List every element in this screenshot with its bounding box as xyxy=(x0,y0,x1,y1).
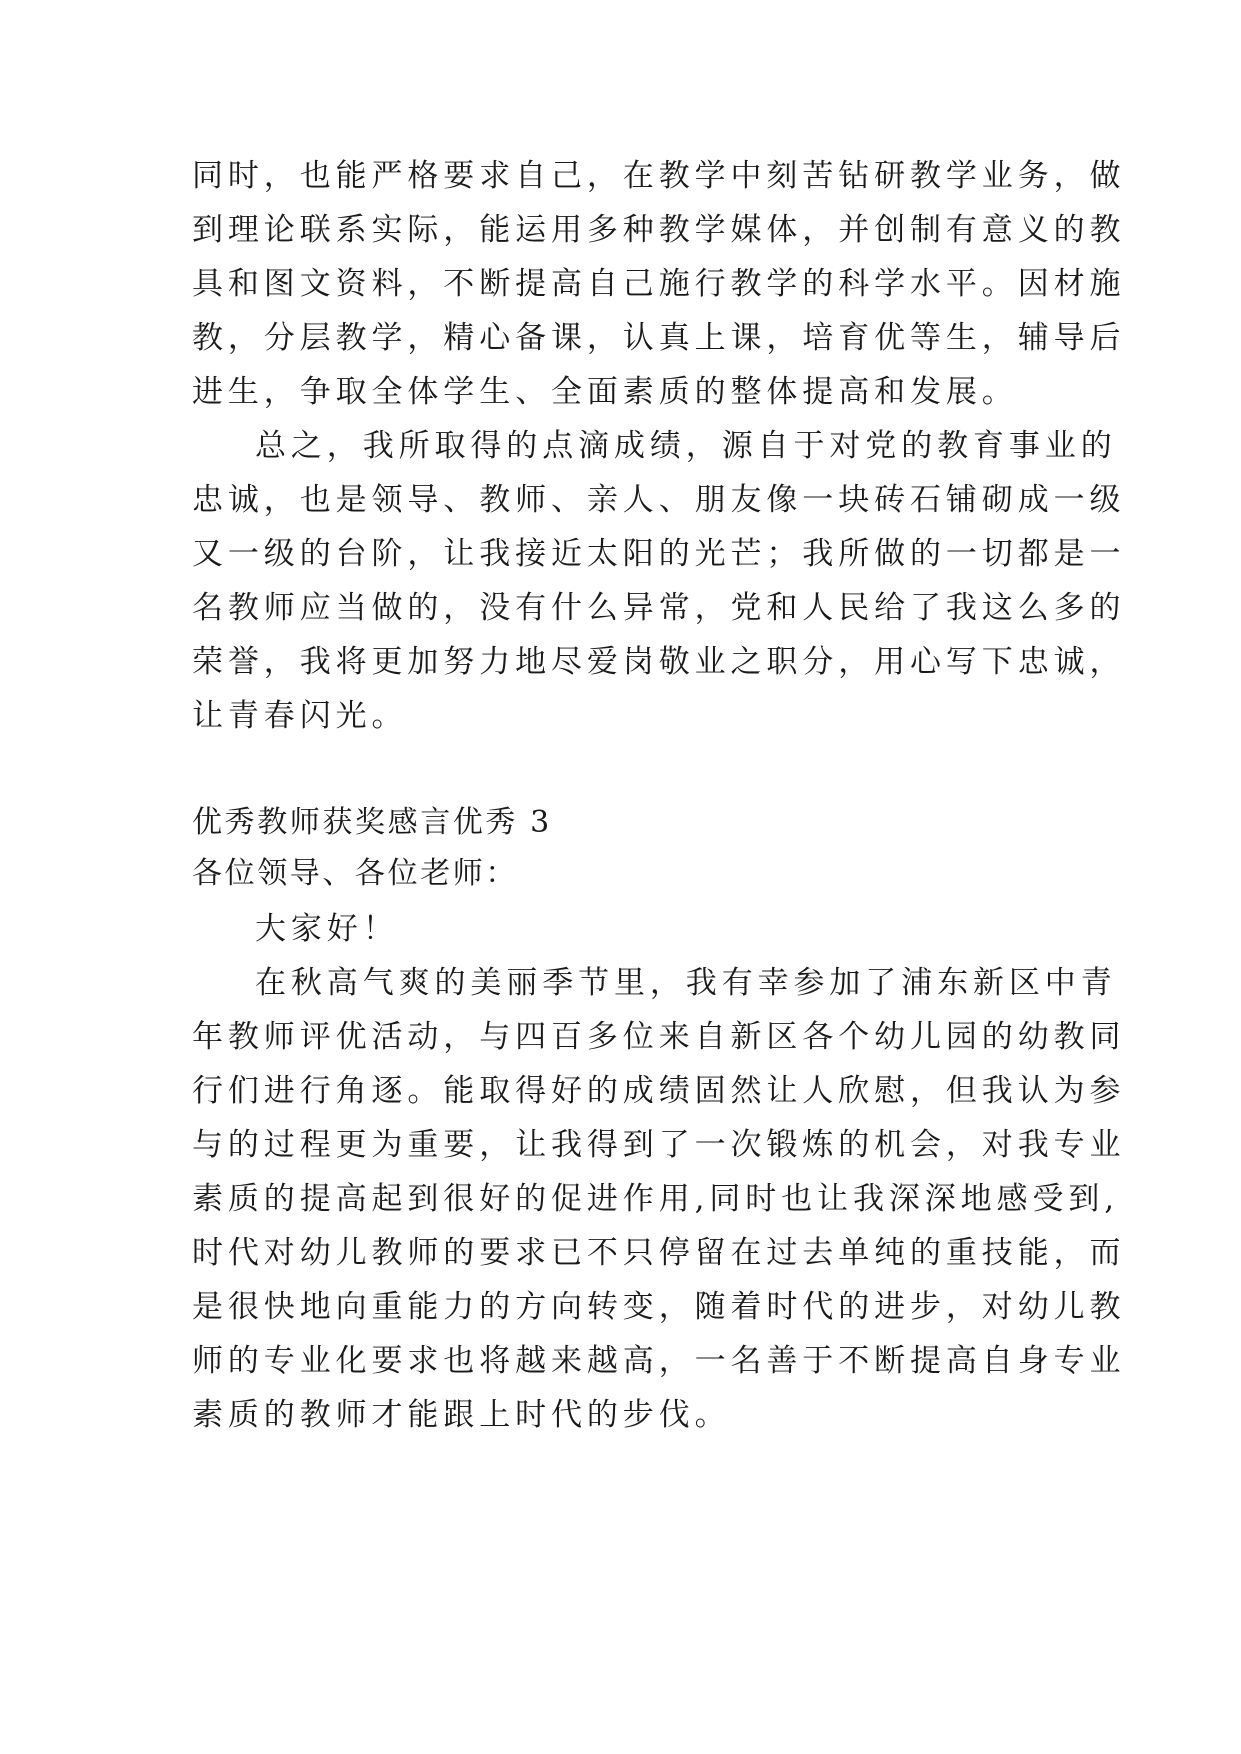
text-line: 总之，我所取得的点滴成绩，源自于对党的教育事业的 xyxy=(255,428,1117,464)
section-title: 优秀教师获奖感言优秀 3 xyxy=(192,805,552,840)
text-line: 又一级的台阶，让我接近太阳的光芒；我所做的一切都是一 xyxy=(192,536,1126,572)
text-line: 到理论联系实际，能运用多种教学媒体，并创制有意义的教 xyxy=(192,212,1126,248)
text-line: 年教师评优活动，与四百多位来自新区各个幼儿园的幼教同 xyxy=(192,1019,1126,1055)
text-line: 让青春闪光。 xyxy=(192,698,408,734)
text-line: 行们进行角逐。能取得好的成绩固然让人欣慰，但我认为参 xyxy=(192,1073,1126,1109)
text-line: 时代对幼儿教师的要求已不只停留在过去单纯的重技能，而 xyxy=(192,1235,1126,1271)
text-line: 忠诚，也是领导、教师、亲人、朋友像一块砖石铺砌成一级 xyxy=(192,482,1126,518)
text-line: 师的专业化要求也将越来越高，一名善于不断提高自身专业 xyxy=(192,1343,1126,1379)
text-line: 名教师应当做的，没有什么异常，党和人民给了我这么多的 xyxy=(192,590,1126,626)
text-line: 在秋高气爽的美丽季节里，我有幸参加了浦东新区中青 xyxy=(255,965,1117,1001)
text-line: 具和图文资料，不断提高自己施行教学的科学水平。因材施 xyxy=(192,266,1126,302)
text-line: 是很快地向重能力的方向转变，随着时代的进步，对幼儿教 xyxy=(192,1289,1126,1325)
text-line: 与的过程更为重要，让我得到了一次锻炼的机会，对我专业 xyxy=(192,1127,1126,1163)
text-line: 教，分层教学，精心备课，认真上课，培育优等生，辅导后 xyxy=(192,320,1126,356)
text-line: 素质的教师才能跟上时代的步伐。 xyxy=(192,1397,731,1433)
salutation: 各位领导、各位老师： xyxy=(192,856,518,891)
text-line: 素质的提高起到很好的促进作用,同时也让我深深地感受到, xyxy=(192,1181,1120,1217)
text-line: 荣誉，我将更加努力地尽爱岗敬业之职分，用心写下忠诚， xyxy=(192,644,1126,680)
text-line: 进生，争取全体学生、全面素质的整体提高和发展。 xyxy=(192,374,1018,410)
greeting: 大家好！ xyxy=(255,911,399,947)
text-line: 同时，也能严格要求自己，在教学中刻苦钻研教学业务，做 xyxy=(192,158,1126,194)
